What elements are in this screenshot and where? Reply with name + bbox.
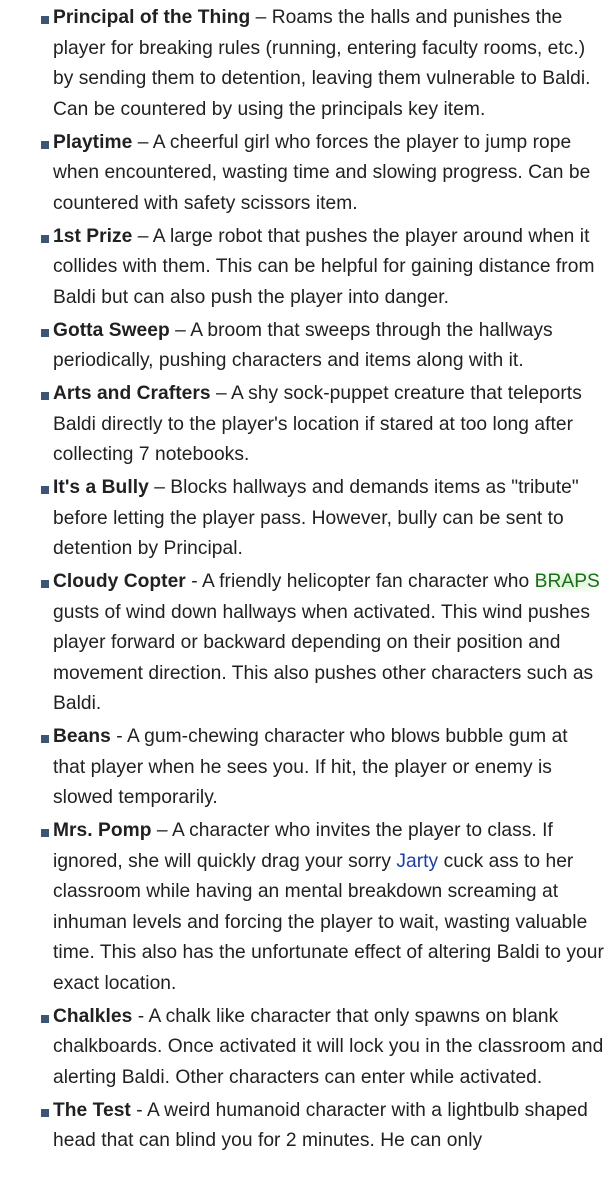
- square-bullet-icon: [41, 580, 49, 588]
- square-bullet-icon: [41, 16, 49, 24]
- item-description: - A gum-chewing character who blows bubble gum at that player when he sees you. If hit, the player or enemy is slowed temporarily.: [53, 726, 568, 808]
- square-bullet-icon: [41, 486, 49, 494]
- square-bullet-icon: [41, 1109, 49, 1117]
- list-item-mrs-pomp: [0, 816, 615, 999]
- item-description-start: - A friendly helicopter fan character who: [185, 571, 535, 592]
- list-item-its-a-bully: [0, 473, 615, 565]
- item-description: – A cheerful girl who forces the player to jump rope when encountered, wasting time and slowing progress. Can be countered with safety scissors item.: [53, 131, 591, 214]
- character-list: [0, 3, 615, 1159]
- square-bullet-icon: [41, 235, 49, 243]
- item-term: Cloudy Copter: [53, 571, 186, 592]
- item-description: - A weird humanoid character with a lightbulb shaped head that can blind you for 2 minutes. He can only: [53, 1099, 588, 1151]
- item-term: Mrs. Pomp: [53, 820, 152, 841]
- item-description: - A chalk like character that only spawns on blank chalkboards. Once activated it will lock you in the classroom and alerting Baldi. Other characters can enter while activated.: [53, 1005, 604, 1088]
- list-item-1st-prize: [0, 222, 615, 314]
- item-term: It's a Bully: [53, 477, 149, 498]
- list-item-gotta-sweep: [0, 316, 615, 377]
- square-bullet-icon: [41, 329, 49, 337]
- item-term: 1st Prize: [53, 225, 133, 247]
- square-bullet-icon: [41, 735, 49, 743]
- list-item-cloudy-copter: [0, 567, 615, 720]
- item-term: Principal of the Thing: [53, 7, 251, 28]
- inline-link[interactable]: Jarty: [396, 850, 439, 872]
- square-bullet-icon: [41, 141, 49, 149]
- highlighted-word: BRAPS: [534, 571, 600, 592]
- item-description: – A broom that sweeps through the hallways periodically, pushing characters and items along with it.: [53, 319, 553, 371]
- square-bullet-icon: [41, 829, 49, 837]
- list-item-beans: [0, 722, 615, 814]
- item-description: – A large robot that pushes the player around when it collides with them. This can be helpful for gaining distance from Baldi but can also push the player into danger.: [53, 225, 595, 308]
- list-item-arts-and-crafters: [0, 379, 615, 471]
- item-term: The Test: [53, 1099, 131, 1121]
- item-description: – A shy sock-puppet creature that teleports Baldi directly to the player's location if stared at too long after collecting 7 notebooks.: [53, 383, 582, 465]
- list-item-playtime: [0, 128, 615, 220]
- item-term: Arts and Crafters: [53, 383, 211, 404]
- list-item-chalkles: [0, 1002, 615, 1094]
- item-term: Chalkles: [53, 1005, 133, 1027]
- item-term: Playtime: [53, 131, 133, 153]
- item-description: – Blocks hallways and demands items as "tribute" before letting the player pass. However, bully can be sent to detention by Principal.: [53, 477, 579, 559]
- square-bullet-icon: [41, 392, 49, 400]
- item-description-end: cuck ass to her classroom while having an mental breakdown screaming at inhuman levels and forcing the player to wait, wasting valuable time. This also has the unfortunate effect of altering Baldi to your exact location.: [53, 850, 604, 994]
- item-description-start: – A character who invites the player to class. If ignored, she will quickly drag your sorry: [53, 820, 553, 872]
- item-description: – Roams the halls and punishes the player for breaking rules (running, entering faculty rooms, etc.) by sending them to detention, leaving them vulnerable to Baldi. Can be countered by using the principals key item.: [53, 7, 591, 120]
- item-term: Beans: [53, 726, 111, 747]
- list-item-principal: [0, 3, 615, 125]
- square-bullet-icon: [41, 1015, 49, 1023]
- item-term: Gotta Sweep: [53, 319, 170, 341]
- list-item-the-test: [0, 1096, 615, 1157]
- item-description-end: gusts of wind down hallways when activated. This wind pushes player forward or backward depending on their position and movement direction. This also pushes other characters such as Baldi.: [53, 601, 594, 714]
